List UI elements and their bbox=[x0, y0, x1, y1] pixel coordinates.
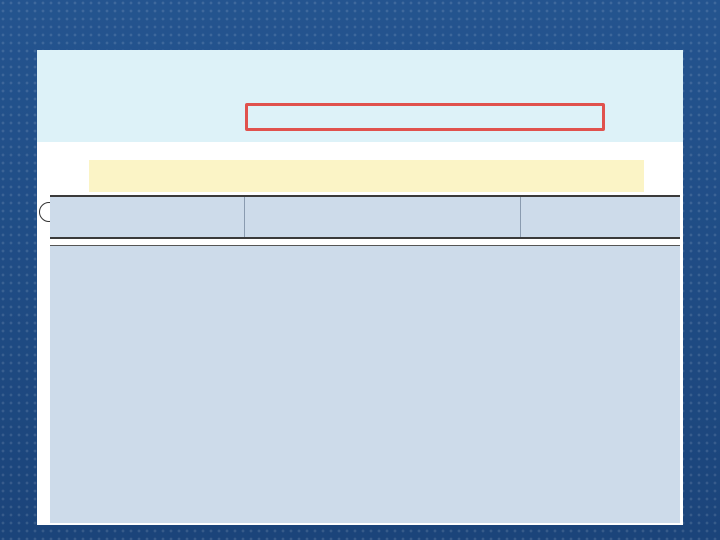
table-header-row bbox=[50, 195, 680, 239]
figure-header bbox=[37, 50, 683, 142]
figure-caption bbox=[89, 160, 644, 192]
figure-image bbox=[37, 50, 683, 525]
highlight-box bbox=[245, 103, 605, 131]
table-body bbox=[50, 245, 680, 523]
header-cell-functional bbox=[244, 197, 520, 237]
header-cell-disease bbox=[50, 197, 244, 237]
slide-title bbox=[8, 2, 718, 50]
header-cell-mechanism bbox=[520, 197, 680, 237]
figure-header-text bbox=[37, 74, 683, 102]
